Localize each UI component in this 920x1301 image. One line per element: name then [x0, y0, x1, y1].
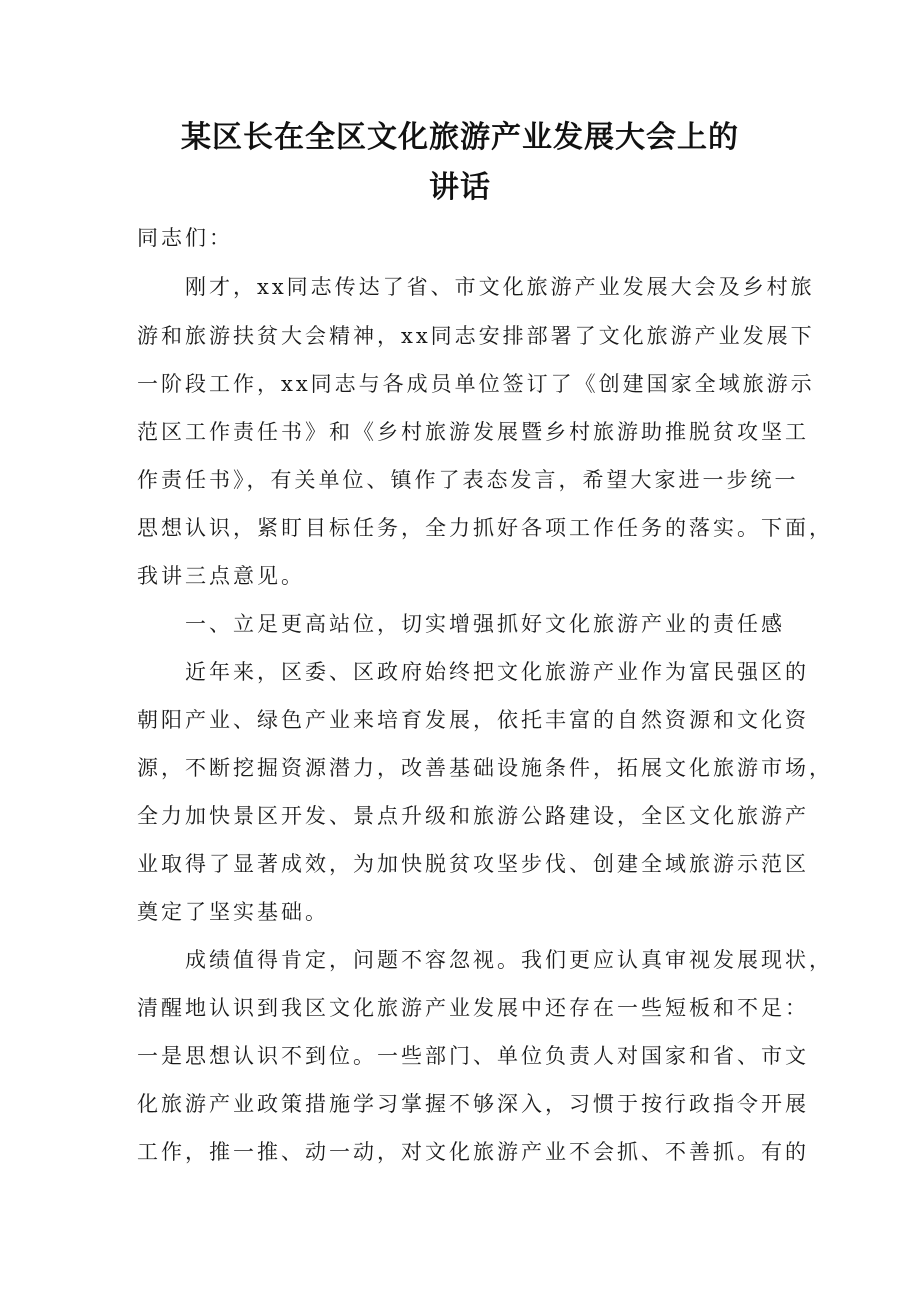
text-line: 一是思想认识不到位。一些部门、单位负责人对国家和省、市文 — [137, 1044, 809, 1068]
text-line: 近年来，区委、区政府始终把文化旅游产业作为富民强区的 — [185, 660, 809, 684]
salutation: 同志们： — [137, 226, 233, 250]
text-line: 工作，推一推、动一动，对文化旅游产业不会抓、不善抓。有的 — [137, 1140, 809, 1164]
text-line: 游和旅游扶贫大会精神，xx同志安排部署了文化旅游产业发展下 — [137, 324, 815, 348]
text-line: 刚才，xx同志传达了省、市文化旅游产业发展大会及乡村旅 — [185, 275, 815, 299]
text-line: 奠定了坚实基础。 — [137, 900, 329, 924]
text-line: 一阶段工作，xx同志与各成员单位签订了《创建国家全域旅游示 — [137, 372, 815, 396]
text-line: 化旅游产业政策措施学习掌握不够深入，习惯于按行政指令开展 — [137, 1092, 809, 1116]
text-line: 思想认识，紧盯目标任务，全力抓好各项工作任务的落实。下面， — [137, 516, 833, 540]
text-line: 全力加快景区开发、景点升级和旅游公路建设，全区文化旅游产 — [137, 804, 809, 828]
text-line: 范区工作责任书》和《乡村旅游发展暨乡村旅游助推脱贫攻坚工 — [137, 420, 809, 444]
text-line: 作责任书》，有关单位、镇作了表态发言，希望大家进一步统一 — [137, 468, 799, 492]
text-line: 源，不断挖掘资源潜力，改善基础设施条件，拓展文化旅游市场， — [137, 756, 833, 780]
text-line: 业取得了显著成效，为加快脱贫攻坚步伐、创建全域旅游示范区 — [137, 852, 809, 876]
text-line: 成绩值得肯定，问题不容忽视。我们更应认真审视发展现状， — [185, 948, 833, 972]
text-line: 朝阳产业、绿色产业来培育发展，依托丰富的自然资源和文化资 — [137, 708, 809, 732]
document-title-line1: 某区长在全区文化旅游产业发展大会上的 — [181, 120, 739, 155]
document-title-line2: 讲话 — [429, 170, 491, 205]
section-heading: 一、立足更高站位，切实增强抓好文化旅游产业的责任感 — [185, 612, 785, 636]
text-line: 清醒地认识到我区文化旅游产业发展中还存在一些短板和不足： — [137, 996, 809, 1020]
text-line: 我讲三点意见。 — [137, 564, 305, 588]
